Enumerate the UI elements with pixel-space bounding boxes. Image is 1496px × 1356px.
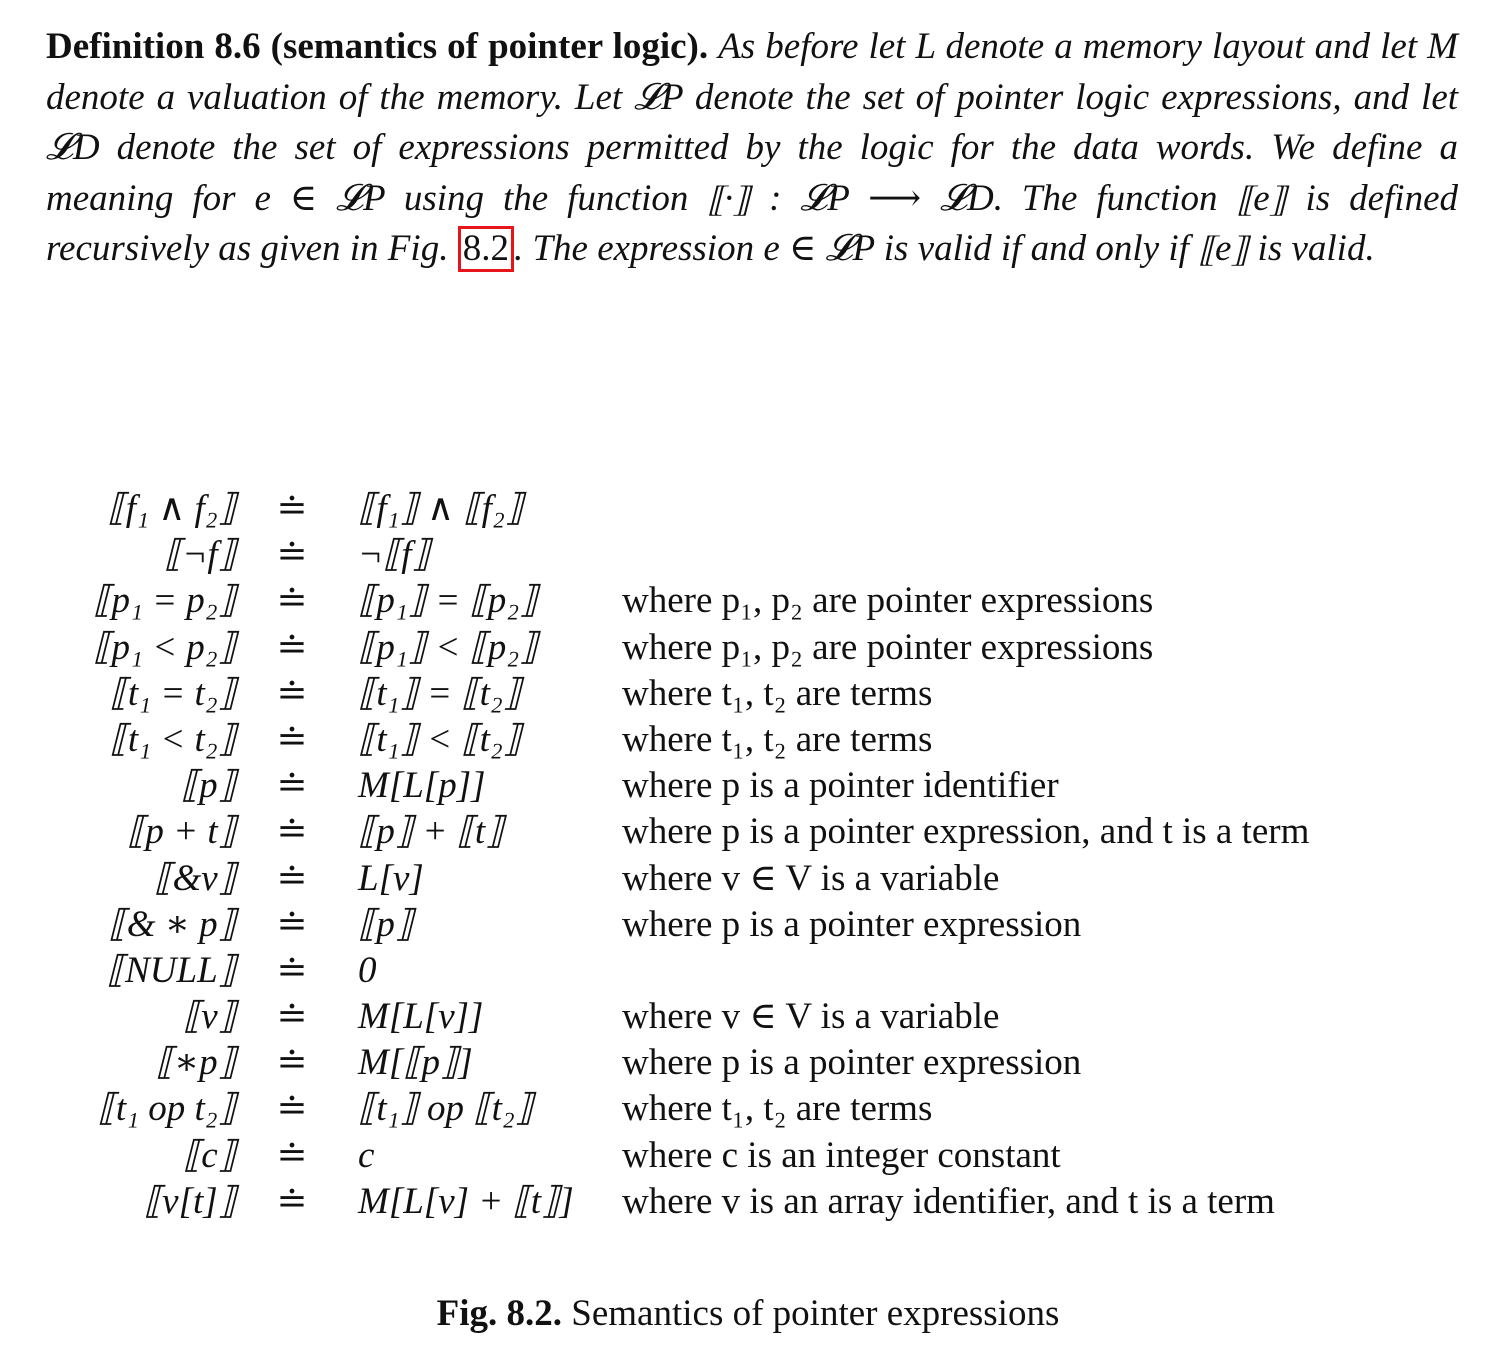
rule-lhs: ⟦t₁ < t₂⟧ bbox=[109, 718, 236, 760]
rule-rhs: ⟦p₁⟧ = ⟦p₂⟧ bbox=[358, 580, 538, 622]
rule-row bbox=[60, 625, 1480, 671]
rule-lhs: ⟦p₁ = p₂⟧ bbox=[93, 580, 236, 622]
rule-eq-symbol: ≐ bbox=[276, 534, 308, 576]
rule-row bbox=[60, 486, 1480, 532]
rule-condition: where t₁, t₂ are terms bbox=[622, 672, 933, 714]
figure-reference-link[interactable]: 8.2 bbox=[458, 226, 514, 272]
rule-lhs: ⟦c⟧ bbox=[182, 1134, 236, 1176]
rule-condition: where p₁, p₂ are pointer expressions bbox=[622, 580, 1154, 622]
definition-line-2: memory layout and let M denote a valuation of the memory. Let 𝓛P denote bbox=[46, 26, 1459, 118]
rule-eq-symbol: ≐ bbox=[276, 996, 308, 1038]
semantics-rules-table bbox=[60, 486, 1480, 1225]
rule-lhs: ⟦p₁ < p₂⟧ bbox=[93, 626, 236, 668]
rule-row bbox=[60, 856, 1480, 902]
rule-rhs: ⟦t₁⟧ op ⟦t₂⟧ bbox=[358, 1088, 534, 1130]
rule-condition: where v ∈ V is a variable bbox=[622, 996, 1000, 1038]
rule-lhs: ⟦p + t⟧ bbox=[127, 811, 236, 853]
rule-rhs: M[L[v]] bbox=[358, 996, 484, 1038]
definition-paragraph bbox=[46, 22, 1458, 275]
rule-lhs: ⟦t₁ = t₂⟧ bbox=[109, 672, 236, 714]
rule-condition: where t₁, t₂ are terms bbox=[622, 718, 933, 760]
rule-row bbox=[60, 1133, 1480, 1179]
rule-lhs: ⟦& ∗ p⟧ bbox=[108, 903, 236, 945]
rule-rhs: ⟦p₁⟧ < ⟦p₂⟧ bbox=[358, 626, 538, 668]
rule-row bbox=[60, 532, 1480, 578]
rule-row bbox=[60, 578, 1480, 624]
rule-condition: where v ∈ V is a variable bbox=[622, 857, 1000, 899]
rule-lhs: ⟦NULL⟧ bbox=[106, 949, 236, 991]
caption-text: Semantics of pointer expressions bbox=[562, 1293, 1060, 1334]
rule-lhs: ⟦f₁ ∧ f₂⟧ bbox=[107, 488, 236, 529]
rule-rhs: ⟦f₁⟧ ∧ ⟦f₂⟧ bbox=[358, 488, 524, 529]
rule-eq-symbol: ≐ bbox=[276, 672, 308, 714]
definition-line-4: permitted by the logic for the data words. We define a meaning for e ∈ 𝓛P bbox=[46, 127, 1458, 219]
rule-rhs: c bbox=[358, 1134, 375, 1176]
rule-row bbox=[60, 717, 1480, 763]
rule-eq-symbol: ≐ bbox=[276, 488, 308, 529]
rule-rhs: ⟦t₁⟧ < ⟦t₂⟧ bbox=[358, 718, 522, 760]
rule-condition: where p is a pointer identifier bbox=[622, 765, 1059, 807]
rule-eq-symbol: ≐ bbox=[276, 580, 308, 622]
rule-eq-symbol: ≐ bbox=[276, 718, 308, 760]
rule-rhs: ⟦p⟧ bbox=[358, 903, 414, 945]
rule-eq-symbol: ≐ bbox=[276, 857, 308, 899]
definition-line-5: using the function ⟦·⟧ : 𝓛P ⟶ 𝓛D. The function ⟦e⟧ is defined recursively as bbox=[46, 177, 1458, 269]
rule-row bbox=[60, 1179, 1480, 1225]
rule-row bbox=[60, 1086, 1480, 1132]
rule-eq-symbol: ≐ bbox=[276, 1180, 308, 1222]
rule-condition: where p is a pointer expression bbox=[622, 1042, 1082, 1084]
rule-eq-symbol: ≐ bbox=[276, 903, 308, 945]
rule-eq-symbol: ≐ bbox=[276, 626, 308, 668]
rule-rhs: M[L[v] + ⟦t⟧] bbox=[358, 1180, 574, 1222]
definition-tail: . The expression e ∈ 𝓛P is valid if and only if ⟦e⟧ is valid. bbox=[513, 228, 1375, 269]
rule-eq-symbol: ≐ bbox=[276, 1134, 308, 1176]
rule-condition: where c is an integer constant bbox=[622, 1134, 1061, 1176]
rule-eq-symbol: ≐ bbox=[276, 949, 308, 991]
rule-lhs: ⟦p⟧ bbox=[180, 765, 236, 807]
rule-condition: where t₁, t₂ are terms bbox=[622, 1088, 933, 1130]
definition-heading: Definition 8.6 (semantics of pointer logic). bbox=[46, 26, 709, 67]
rule-row bbox=[60, 1040, 1480, 1086]
figure-caption bbox=[0, 1292, 1496, 1335]
rule-eq-symbol: ≐ bbox=[276, 1042, 308, 1084]
rule-row bbox=[60, 763, 1480, 809]
rule-lhs: ⟦v[t]⟧ bbox=[143, 1180, 236, 1222]
rule-lhs: ⟦∗p⟧ bbox=[155, 1042, 236, 1084]
rule-row bbox=[60, 809, 1480, 855]
caption-label: Fig. 8.2. bbox=[436, 1293, 563, 1334]
rule-lhs: ⟦¬f⟧ bbox=[164, 534, 236, 576]
rule-rhs: M[⟦p⟧] bbox=[358, 1042, 473, 1084]
rule-lhs: ⟦v⟧ bbox=[182, 996, 236, 1038]
rule-condition: where p is a pointer expression bbox=[622, 903, 1082, 945]
rule-rhs: ¬⟦f⟧ bbox=[358, 534, 430, 576]
rule-rhs: ⟦t₁⟧ = ⟦t₂⟧ bbox=[358, 672, 522, 714]
rule-rhs: ⟦p⟧ + ⟦t⟧ bbox=[358, 811, 504, 853]
rule-row bbox=[60, 902, 1480, 948]
rule-eq-symbol: ≐ bbox=[276, 1088, 308, 1130]
definition-line-3: the set of pointer logic expressions, and let 𝓛D denote the set of expressions bbox=[46, 76, 1459, 168]
rule-rhs: 0 bbox=[358, 949, 377, 991]
definition-line-6: given in Fig. bbox=[260, 228, 458, 269]
rule-eq-symbol: ≐ bbox=[276, 811, 308, 853]
rule-rhs: M[L[p]] bbox=[358, 765, 486, 807]
rule-rhs: L[v] bbox=[358, 857, 424, 899]
rule-eq-symbol: ≐ bbox=[276, 765, 308, 807]
rule-row bbox=[60, 948, 1480, 994]
rule-row bbox=[60, 994, 1480, 1040]
rule-condition: where v is an array identifier, and t is a term bbox=[622, 1180, 1275, 1222]
definition-line-1: As before let L denote a bbox=[718, 26, 1073, 67]
rule-lhs: ⟦t₁ op t₂⟧ bbox=[97, 1088, 236, 1130]
rule-condition: where p₁, p₂ are pointer expressions bbox=[622, 626, 1154, 668]
rule-lhs: ⟦&v⟧ bbox=[154, 857, 236, 899]
rule-row bbox=[60, 671, 1480, 717]
rule-condition: where p is a pointer expression, and t is a term bbox=[622, 811, 1310, 853]
